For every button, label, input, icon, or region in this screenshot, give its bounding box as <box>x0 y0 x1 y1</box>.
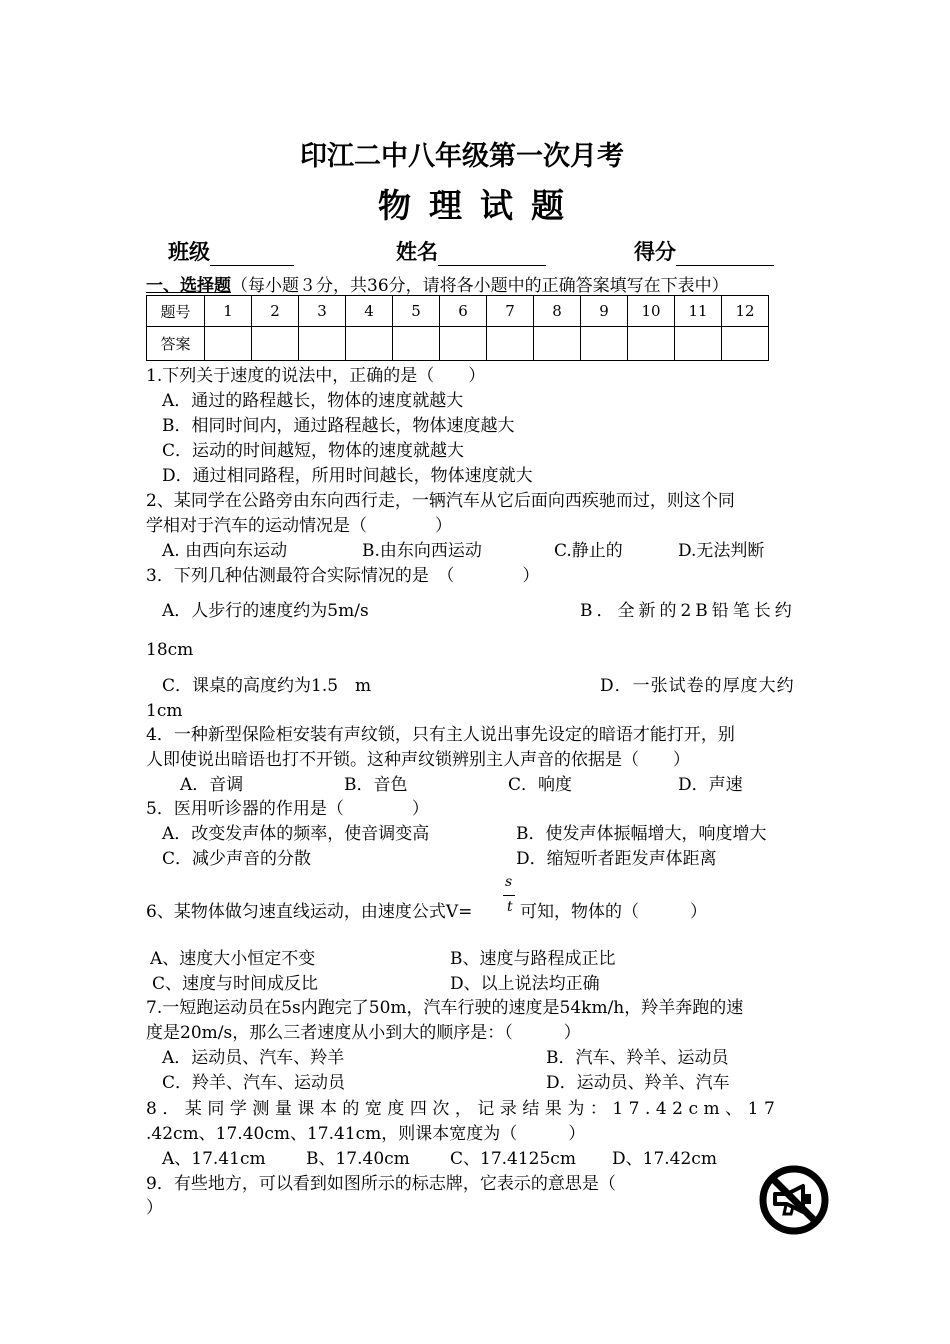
q5-option-b[interactable]: B．使发声体振幅增大，响度增大 <box>516 824 767 844</box>
q6-fraction-denominator: t <box>507 899 513 915</box>
question-number: 8 <box>534 296 581 327</box>
score-blank[interactable] <box>676 245 774 266</box>
q1-option-b[interactable]: B．相同时间内，通过路程越长，物体速度越大 <box>162 416 515 436</box>
q7-stem-line1: 7.一短跑运动员在5s内跑完了50m，汽车行驶的速度是54km/h，羚羊奔跑的速 <box>146 998 744 1018</box>
q1-option-a[interactable]: A．通过的路程越长，物体的速度就越大 <box>162 391 464 411</box>
q8-option-c[interactable]: C、17.4125cm <box>450 1149 576 1169</box>
q4-option-a[interactable]: A．音调 <box>180 775 244 795</box>
q7-stem-line2: 度是20m/s，那么三者速度从小到大的顺序是：（ ） <box>146 1023 581 1043</box>
class-label: 班级 <box>168 240 210 264</box>
answer-cell[interactable] <box>722 327 769 361</box>
q6-stem-pre: 6、某物体做匀速直线运动，由速度公式V= <box>146 902 473 922</box>
question-number: 5 <box>393 296 440 327</box>
name-blank[interactable] <box>438 245 546 266</box>
q5-option-a[interactable]: A．改变发声体的频率，使音调变高 <box>162 824 430 844</box>
question-number: 3 <box>299 296 346 327</box>
q7-option-d[interactable]: D．运动员、羚羊、汽车 <box>546 1073 730 1093</box>
question-number: 2 <box>252 296 299 327</box>
q3-option-a[interactable]: A．人步行的速度约为5m/s <box>162 601 369 621</box>
answer-cell[interactable] <box>628 327 675 361</box>
q3-option-b-continued: 18cm <box>146 640 194 660</box>
q2-stem-line2: 学相对于汽车的运动情况是（ ） <box>146 516 452 536</box>
answer-cell[interactable] <box>346 327 393 361</box>
q3-option-d-continued: 1cm <box>146 701 183 721</box>
question-number: 11 <box>675 296 722 327</box>
question-number: 6 <box>440 296 487 327</box>
name-label: 姓名 <box>396 240 438 264</box>
question-number-label: 题号 <box>147 296 205 327</box>
answer-cell[interactable] <box>534 327 581 361</box>
question-number: 4 <box>346 296 393 327</box>
answer-cell[interactable] <box>581 327 628 361</box>
q6-option-c[interactable]: C、速度与时间成反比 <box>152 974 319 994</box>
q3-option-c[interactable]: C．课桌的高度约为1.5 m <box>162 676 372 696</box>
q8-stem-line2: .42cm、17.40cm、17.41cm，则课本宽度为（ ） <box>146 1124 586 1144</box>
section1-heading <box>146 276 729 296</box>
q2-option-b[interactable]: B.由东向西运动 <box>362 541 482 561</box>
q9-stem-line2: ） <box>146 1198 163 1218</box>
question-number: 12 <box>722 296 769 327</box>
q5-option-d[interactable]: D．缩短听者距发声体距离 <box>516 849 717 869</box>
q3-stem: 3．下列几种估测最符合实际情况的是 （ ） <box>146 566 540 586</box>
answer-cell[interactable] <box>393 327 440 361</box>
answer-cell[interactable] <box>205 327 252 361</box>
q1-stem: 1.下列关于速度的说法中，正确的是（ ） <box>146 366 486 386</box>
q4-option-b[interactable]: B．音色 <box>344 775 408 795</box>
q1-option-c[interactable]: C．运动的时间越短，物体的速度就越大 <box>162 441 465 461</box>
score-field[interactable] <box>634 236 774 266</box>
q5-option-c[interactable]: C．减少声音的分散 <box>162 849 312 869</box>
q3-option-d[interactable]: D．一张试卷的厚度大约 <box>600 676 795 696</box>
exam-title: 印江二中八年级第一次月考 <box>300 141 624 172</box>
q8-option-d[interactable]: D、17.42cm <box>612 1149 717 1169</box>
answer-table <box>146 295 769 361</box>
q2-option-a[interactable]: A. 由西向东运动 <box>162 541 288 561</box>
answer-label: 答案 <box>147 327 205 361</box>
q7-option-c[interactable]: C．羚羊、汽车、运动员 <box>162 1073 346 1093</box>
q4-stem-line1: 4．一种新型保险柜安装有声纹锁，只有主人说出事先设定的暗语才能打开，别 <box>146 725 735 745</box>
q4-option-c[interactable]: C．响度 <box>508 775 573 795</box>
class-field[interactable] <box>168 236 294 266</box>
q8-stem-line1: 8．某同学测量课本的宽度四次，记录结果为：17.42cm、17 <box>146 1099 781 1119</box>
q4-stem-line2: 人即使说出暗语也打不开锁。这种声纹锁辨别主人声音的依据是（ ） <box>146 750 690 770</box>
question-number: 1 <box>205 296 252 327</box>
q7-option-a[interactable]: A．运动员、汽车、羚羊 <box>162 1048 345 1068</box>
answer-table-answer-row <box>147 327 769 361</box>
score-label: 得分 <box>634 240 676 264</box>
answer-table-header-row <box>147 296 769 327</box>
question-number: 10 <box>628 296 675 327</box>
q6-option-d[interactable]: D、以上说法均正确 <box>450 974 600 994</box>
q5-stem: 5．医用听诊器的作用是（ ） <box>146 799 429 819</box>
q4-option-d[interactable]: D．声速 <box>678 775 743 795</box>
answer-cell[interactable] <box>487 327 534 361</box>
answer-cell[interactable] <box>299 327 346 361</box>
question-number: 9 <box>581 296 628 327</box>
q6-fraction-numerator: s <box>505 874 513 890</box>
no-honking-sign-icon <box>758 1164 830 1236</box>
q6-option-b[interactable]: B、速度与路程成正比 <box>450 949 616 969</box>
q2-option-d[interactable]: D.无法判断 <box>678 541 765 561</box>
q2-stem-line1: 2、某同学在公路旁由东向西行走，一辆汽车从它后面向西疾驰而过，则这个同 <box>146 491 735 511</box>
question-number: 7 <box>487 296 534 327</box>
answer-cell[interactable] <box>440 327 487 361</box>
subject-title: 物理试题 <box>378 186 582 225</box>
name-field[interactable] <box>396 236 546 266</box>
q9-stem-line1: 9．有些地方，可以看到如图所示的标志牌，它表示的意思是（ <box>146 1174 616 1194</box>
q1-option-d[interactable]: D．通过相同路程，所用时间越长，物体速度就大 <box>162 466 533 486</box>
q2-option-c[interactable]: C.静止的 <box>554 541 623 561</box>
q6-fraction-bar <box>503 895 515 896</box>
class-blank[interactable] <box>210 245 294 266</box>
section1-note: （每小题３分，共36分，请将各小题中的正确答案填写在下表中） <box>231 276 729 296</box>
answer-cell[interactable] <box>675 327 722 361</box>
answer-cell[interactable] <box>252 327 299 361</box>
q8-option-a[interactable]: A、17.41cm <box>162 1149 266 1169</box>
q6-option-a[interactable]: A、速度大小恒定不变 <box>150 949 316 969</box>
q8-option-b[interactable]: B、17.40cm <box>306 1149 410 1169</box>
q3-option-b[interactable]: B．全新的2B铅笔长约 <box>580 601 796 621</box>
section1-title: 一、选择题 <box>146 276 231 296</box>
q6-stem-post: 可知，物体的（ ） <box>520 902 707 922</box>
q7-option-b[interactable]: B．汽车、羚羊、运动员 <box>546 1048 729 1068</box>
